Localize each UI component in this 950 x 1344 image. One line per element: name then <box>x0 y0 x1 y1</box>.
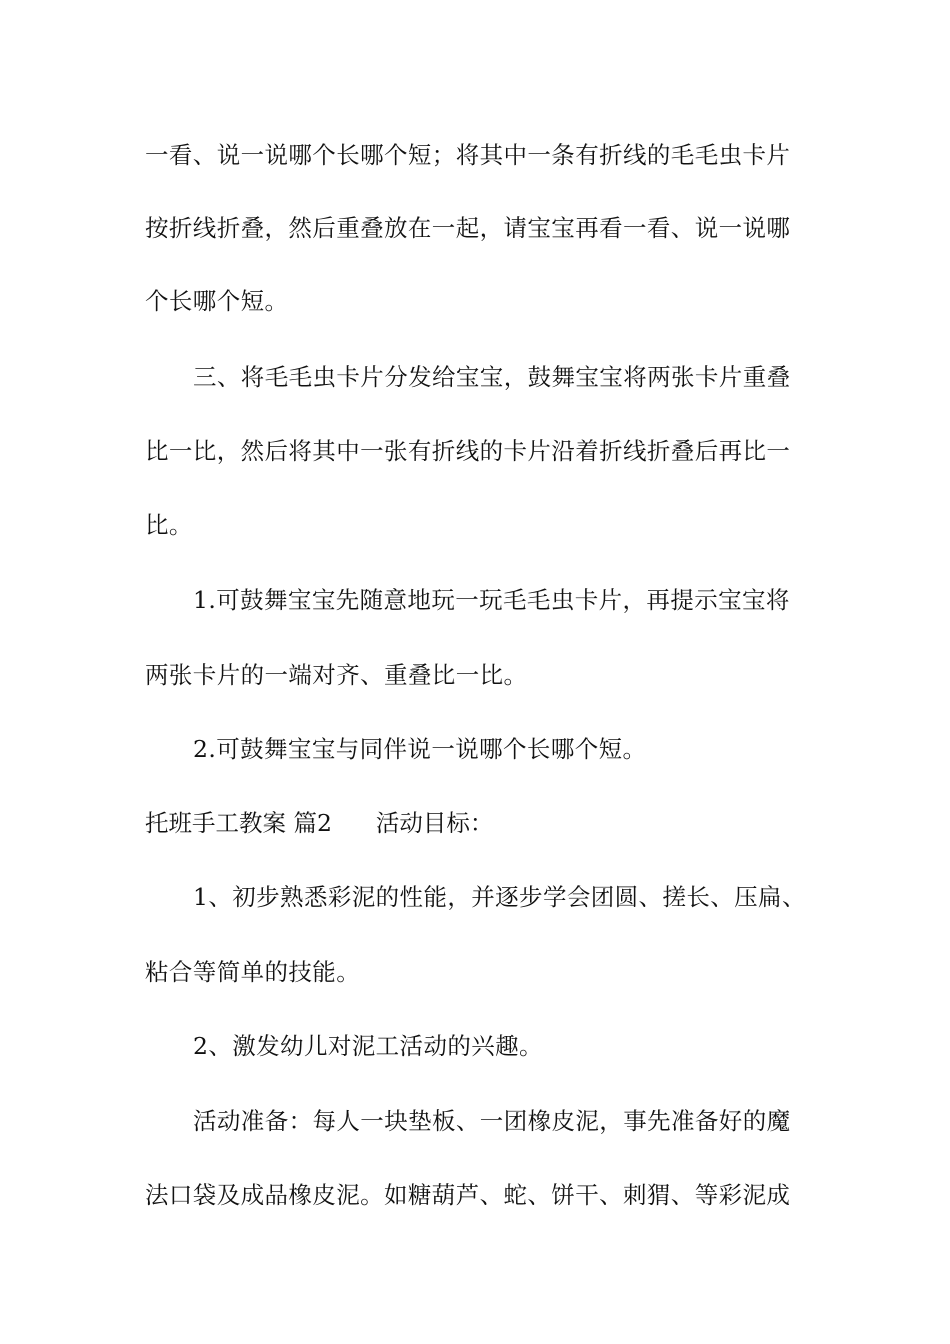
section-subtitle: 活动目标： <box>375 809 494 837</box>
paragraph-first-line: 1、初步熟悉彩泥的性能，并逐步学会团圆、搓长、压扁、 <box>193 883 806 911</box>
text-line: 两张卡片的一端对齐、重叠比一比。 <box>145 661 528 689</box>
text-line: 法口袋及成品橡皮泥。如糖葫芦、蛇、饼干、刺猬、等彩泥成 <box>145 1181 791 1209</box>
text-line: 粘合等简单的技能。 <box>145 958 361 986</box>
text-line: 比。 <box>145 511 193 539</box>
section-title: 托班手工教案 篇2 <box>145 809 332 837</box>
text-line: 按折线折叠，然后重叠放在一起，请宝宝再看一看、说一说哪 <box>145 214 791 242</box>
paragraph-first-line: 三、将毛毛虫卡片分发给宝宝，鼓舞宝宝将两张卡片重叠 <box>193 363 791 391</box>
paragraph-first-line: 2、激发幼儿对泥工活动的兴趣。 <box>193 1032 543 1060</box>
paragraph-first-line: 2.可鼓舞宝宝与同伴说一说哪个长哪个短。 <box>193 735 647 763</box>
text-line: 比一比，然后将其中一张有折线的卡片沿着折线折叠后再比一 <box>145 437 791 465</box>
section-heading <box>145 808 810 838</box>
text-line: 一看、说一说哪个长哪个短；将其中一条有折线的毛毛虫卡片 <box>145 141 791 169</box>
text-line: 个长哪个短。 <box>145 287 289 315</box>
paragraph-first-line: 1.可鼓舞宝宝先随意地玩一玩毛毛虫卡片，再提示宝宝将 <box>193 586 790 614</box>
paragraph-first-line: 活动准备：每人一块垫板、一团橡皮泥，事先准备好的魔 <box>193 1107 791 1135</box>
